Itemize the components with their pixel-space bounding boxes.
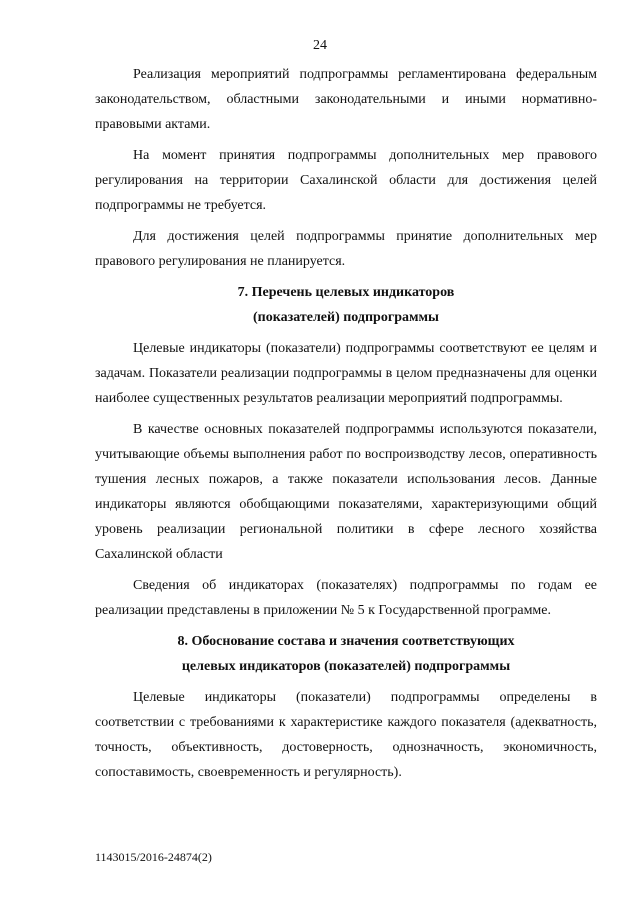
section-7-title-line2: (показателей) подпрограммы: [253, 310, 439, 325]
section-8-paragraph-1: Целевые индикаторы (показатели) подпрограммы определены в соответствии с требованиями к характеристике каждого показателя (адекватность, точность, объективность, достоверность, однозначность, экономичность, сопоставимость, своевременность и регулярность).: [95, 690, 597, 780]
section-7-heading: [95, 280, 597, 330]
document-body: [95, 62, 597, 791]
document-code: 1143015/2016-24874(2): [95, 850, 212, 864]
paragraph-legal-basis: Реализация мероприятий подпрограммы регламентирована федеральным законодательством, областными законодательными и иными нормативно-правовыми актами.: [95, 67, 597, 132]
page-number: 24: [313, 38, 327, 53]
section-8-title-line1: 8. Обоснование состава и значения соответствующих: [177, 634, 515, 649]
paragraph-no-additional-measures: На момент принятия подпрограммы дополнительных мер правового регулирования на территории Сахалинской области для достижения целей подпрограммы не требуется.: [95, 148, 597, 213]
section-8-title-line2: целевых индикаторов (показателей) подпрограммы: [181, 659, 511, 674]
section-8-heading: [95, 629, 597, 679]
section-7-paragraph-1: Целевые индикаторы (показатели) подпрограммы соответствуют ее целям и задачам. Показатели реализации подпрограммы в целом предназначены для оценки наиболее существенных результатов реализации мероприятий подпрограммы.: [95, 341, 597, 406]
section-7-paragraph-2: В качестве основных показателей подпрограммы используются показатели, учитывающие объемы выполнения работ по воспроизводству лесов, оперативность тушения лесных пожаров, а также показатели использования лесов. Данные индикаторы являются обобщающими показателями, характеризующими общий уровень реализации региональной политики в сфере лесного хозяйства Сахалинской области: [95, 422, 597, 562]
paragraph-not-planned: Для достижения целей подпрограммы принятие дополнительных мер правового регулирования не планируется.: [95, 229, 597, 269]
section-7-paragraph-3: Сведения об индикаторах (показателях) подпрограммы по годам ее реализации представлены в приложении № 5 к Государственной программе.: [95, 578, 597, 618]
section-7-title-line1: 7. Перечень целевых индикаторов: [237, 285, 455, 300]
